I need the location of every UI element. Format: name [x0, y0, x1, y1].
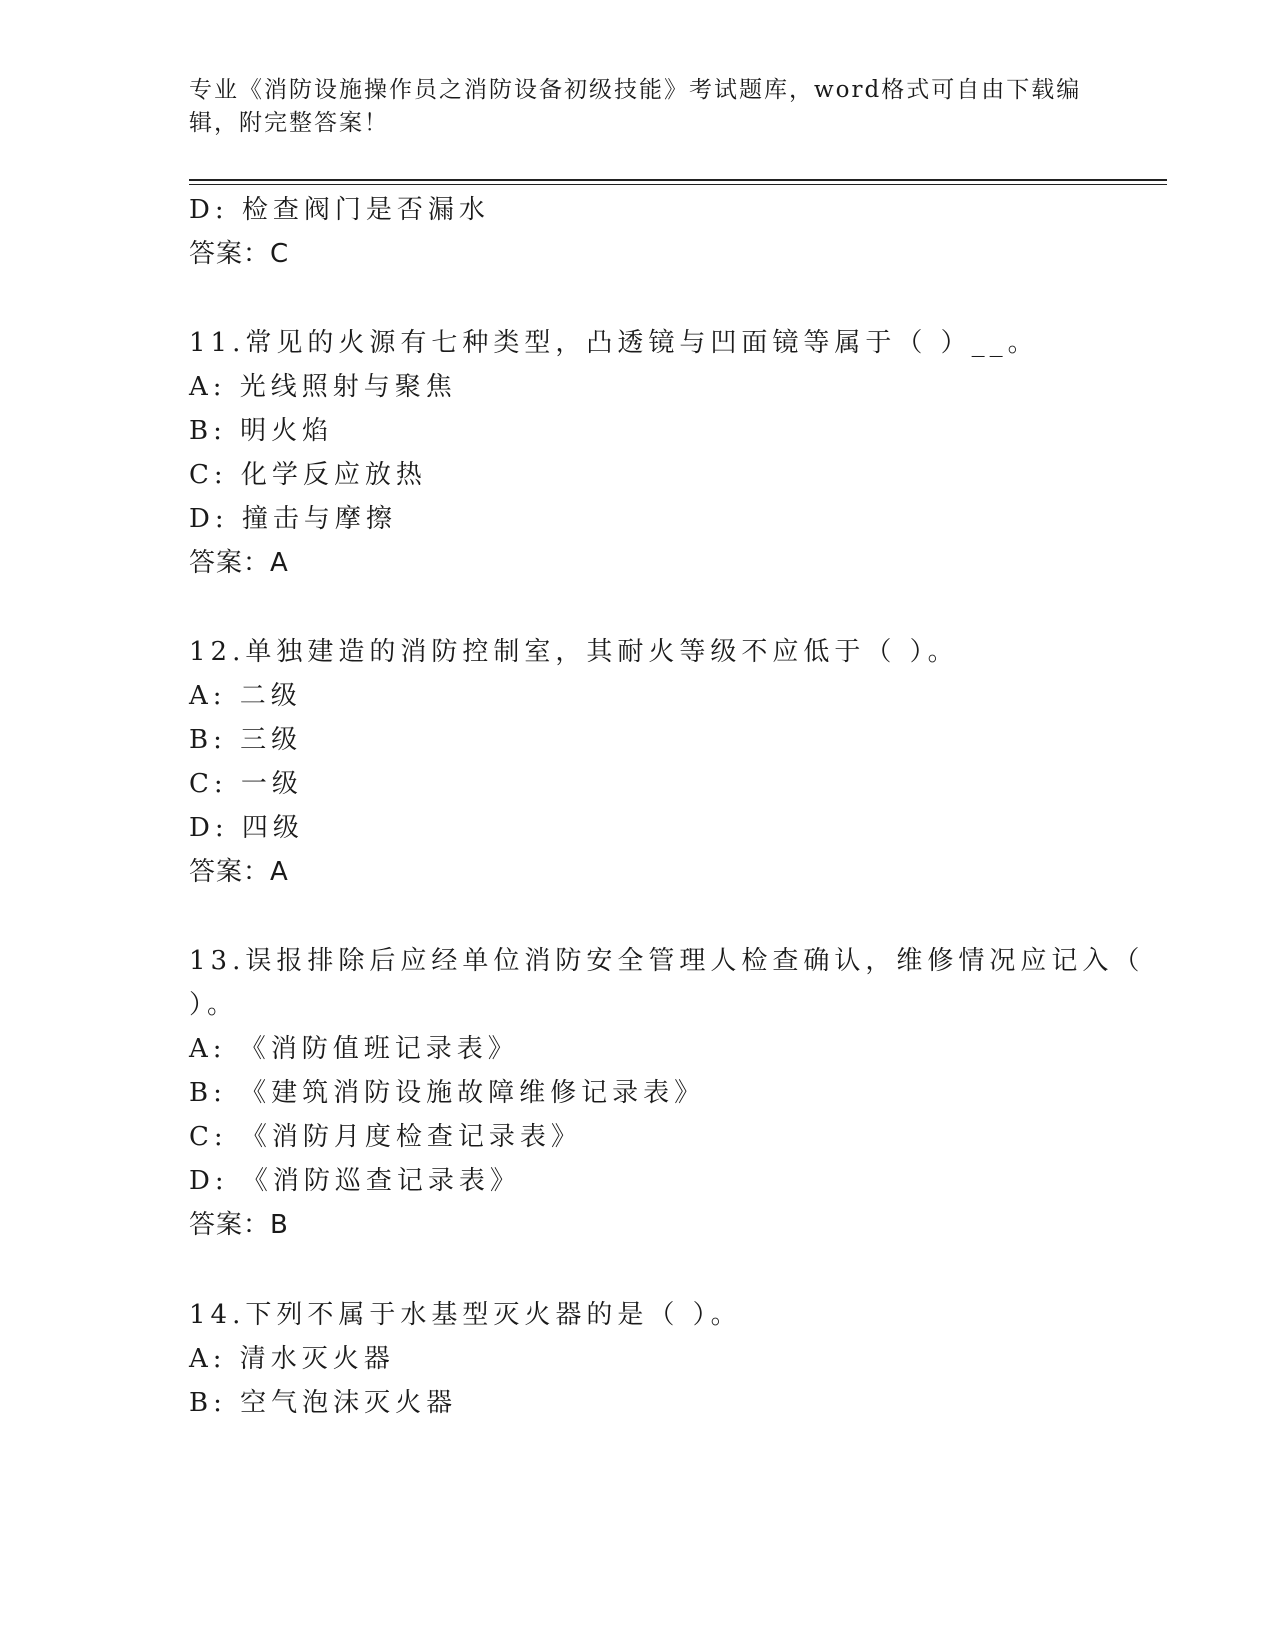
option-d: D: 检查阀门是否漏水 [189, 195, 490, 225]
question-14-option-b: B: 空气泡沫灭火器 [189, 1388, 458, 1418]
question-11-option-c: C: 化学反应放热 [189, 460, 427, 490]
header-divider-thick [189, 179, 1167, 181]
question-14-option-a: A: 清水灭火器 [189, 1344, 395, 1374]
header-divider-thin [189, 184, 1167, 185]
question-13-option-a: A: 《消防值班记录表》 [189, 1034, 519, 1064]
question-13-stem-line1: 13.误报排除后应经单位消防安全管理人检查确认，维修情况应记入（ [189, 946, 1145, 976]
question-12-option-b: B: 三级 [189, 725, 303, 755]
answer: 答案：C [189, 239, 290, 269]
question-13-option-d: D: 《消防巡查记录表》 [189, 1166, 521, 1196]
question-12-answer: 答案：A [189, 857, 289, 887]
document-header: 专业《消防设施操作员之消防设备初级技能》考试题库，word格式可自由下载编辑，附完整答案！ [189, 77, 1082, 136]
question-11-option-d: D: 撞击与摩擦 [189, 504, 397, 534]
question-11-option-a: A: 光线照射与聚焦 [189, 372, 457, 402]
question-12-option-a: A: 二级 [189, 681, 302, 711]
question-13-stem-line2: ）。 [189, 990, 239, 1020]
question-12-option-d: D: 四级 [189, 813, 304, 843]
question-12-option-c: C: 一级 [189, 769, 303, 799]
question-13-option-b: B: 《建筑消防设施故障维修记录表》 [189, 1078, 706, 1108]
question-14-stem: 14.下列不属于水基型灭火器的是（ ）。 [189, 1300, 742, 1330]
question-13-answer: 答案：B [189, 1210, 289, 1240]
question-12-stem: 12.单独建造的消防控制室，其耐火等级不应低于（ ）。 [189, 637, 959, 667]
question-13-option-c: C: 《消防月度检查记录表》 [189, 1122, 582, 1152]
question-11-stem: 11.常见的火源有七种类型，凸透镜与凹面镜等属于（ ）__。 [189, 328, 1039, 358]
question-11-option-b: B: 明火焰 [189, 416, 334, 446]
question-11-answer: 答案：A [189, 548, 289, 578]
